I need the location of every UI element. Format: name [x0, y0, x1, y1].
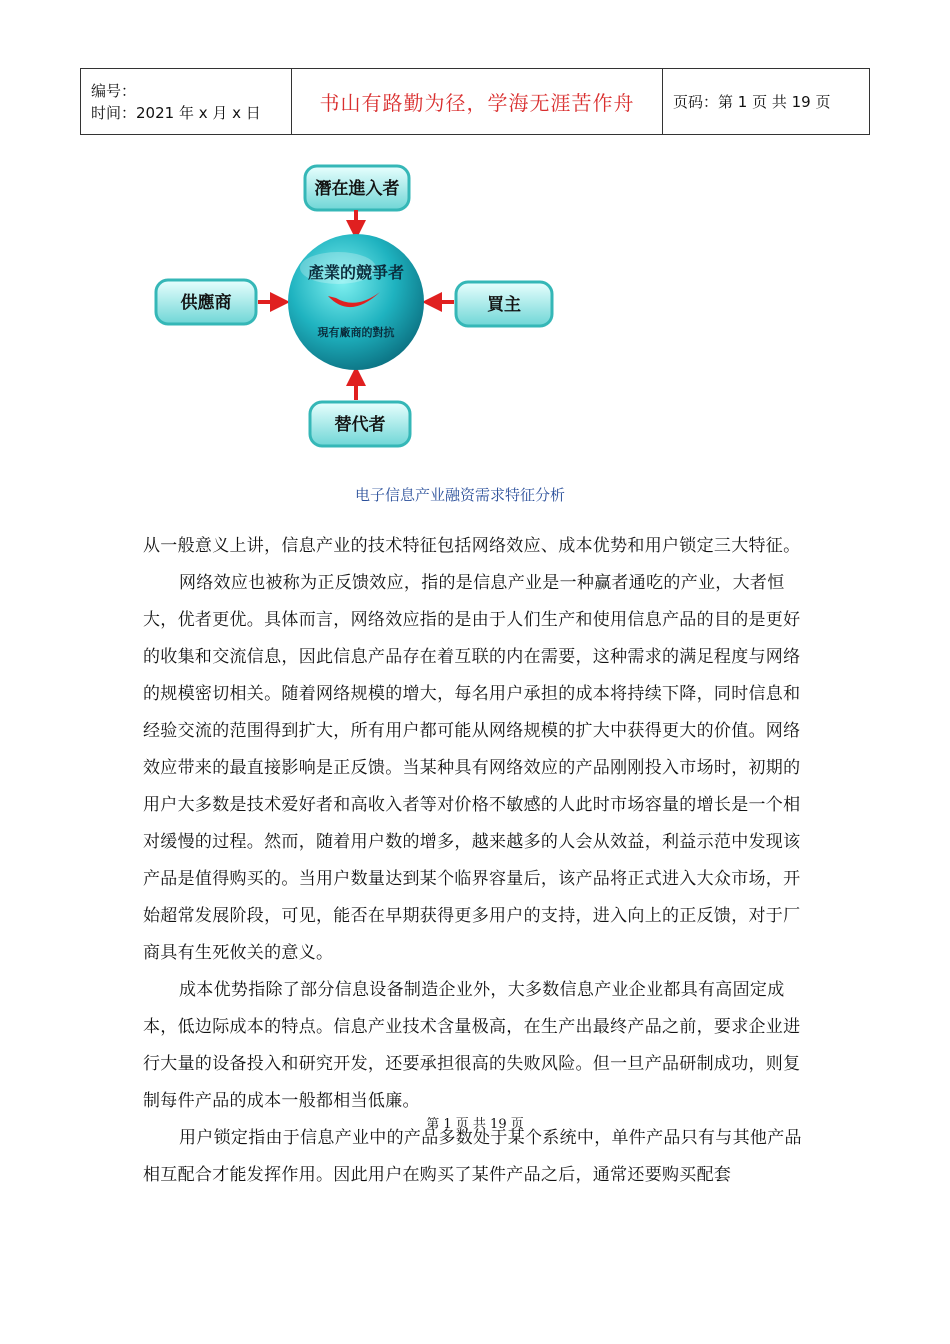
- body-text: [143, 528, 808, 1194]
- header-page-label: 页码：第 1 页 共 19 页: [663, 69, 870, 135]
- header-motto: 书山有路勤为径，学海无涯苦作舟: [292, 69, 663, 135]
- left-box-label: 供應商: [180, 293, 232, 313]
- paragraph-user-lock-in: 用户锁定指由于信息产业中的产品多数处于某个系统中，单件产品只有与其他产品相互配合才能发挥作用。因此用户在购买了某件产品之后，通常还要购买配套: [143, 1128, 802, 1185]
- right-box: [456, 282, 552, 326]
- five-forces-diagram: [150, 160, 560, 460]
- paragraph-network-effect: 网络效应也被称为正反馈效应，指的是信息产业是一种赢者通吃的产业，大者恒大，优者更优。具体而言，网络效应指的是由于人们生产和使用信息产品的目的是更好的收集和交流信息，因此信息产品存在着互联的内在需要，这种需求的满足程度与网络的规模密切相关。随着网络规模的增大，每名用户承担的成本将持续下降，同时信息和经验交流的范围得到扩大，所有用户都可能从网络规模的扩大中获得更大的价值。网络效应带来的最直接影响是正反馈。当某种具有网络效应的产品刚刚投入市场时，初期的用户大多数是技术爱好者和高收入者等对价格不敏感的人此时市场容量的增长是一个相对缓慢的过程。然而，随着用户数的增多，越来越多的人会从效益，利益示范中发现该产品是值得购买的。当用户数量达到某个临界容量后，该产品将正式进入大众市场，开始超常发展阶段，可见，能否在早期获得更多用户的支持，进入向上的正反馈，对于厂商具有生死攸关的意义。: [143, 573, 801, 963]
- doc-number-label: 编号：: [91, 81, 137, 100]
- right-box-label: 買主: [487, 295, 521, 315]
- center-circle: [288, 234, 424, 370]
- top-box: [305, 166, 409, 210]
- paragraph-cost-advantage: 成本优势指除了部分信息设备制造企业外，大多数信息产业企业都具有高固定成本，低边际成本的特点。信息产业技术含量极高，在生产出最终产品之前，要求企业进行大量的设备投入和研究开发，还要承担很高的失败风险。但一旦产品研制成功，则复制每件产品的成本一般都相当低廉。: [143, 980, 801, 1111]
- figure-caption: 电子信息产业融资需求特征分析: [354, 486, 565, 504]
- header-table: [80, 68, 870, 135]
- top-box-label: 潛在進入者: [314, 179, 400, 199]
- bottom-box-label: 替代者: [334, 415, 386, 435]
- center-title: 產業的競爭者: [307, 263, 405, 282]
- paragraph-intro: 从一般意义上讲，信息产业的技术特征包括网络效应、成本优势和用户锁定三大特征。: [143, 536, 801, 556]
- bottom-box: [310, 402, 410, 446]
- page-footer: 第 1 页 共 19 页: [426, 1117, 524, 1132]
- left-box: [156, 280, 256, 324]
- center-subtitle: 現有廠商的對抗: [317, 326, 395, 339]
- header-info-cell: [81, 69, 292, 135]
- doc-date-label: 时间：2021 年 x 月 x 日: [91, 103, 261, 122]
